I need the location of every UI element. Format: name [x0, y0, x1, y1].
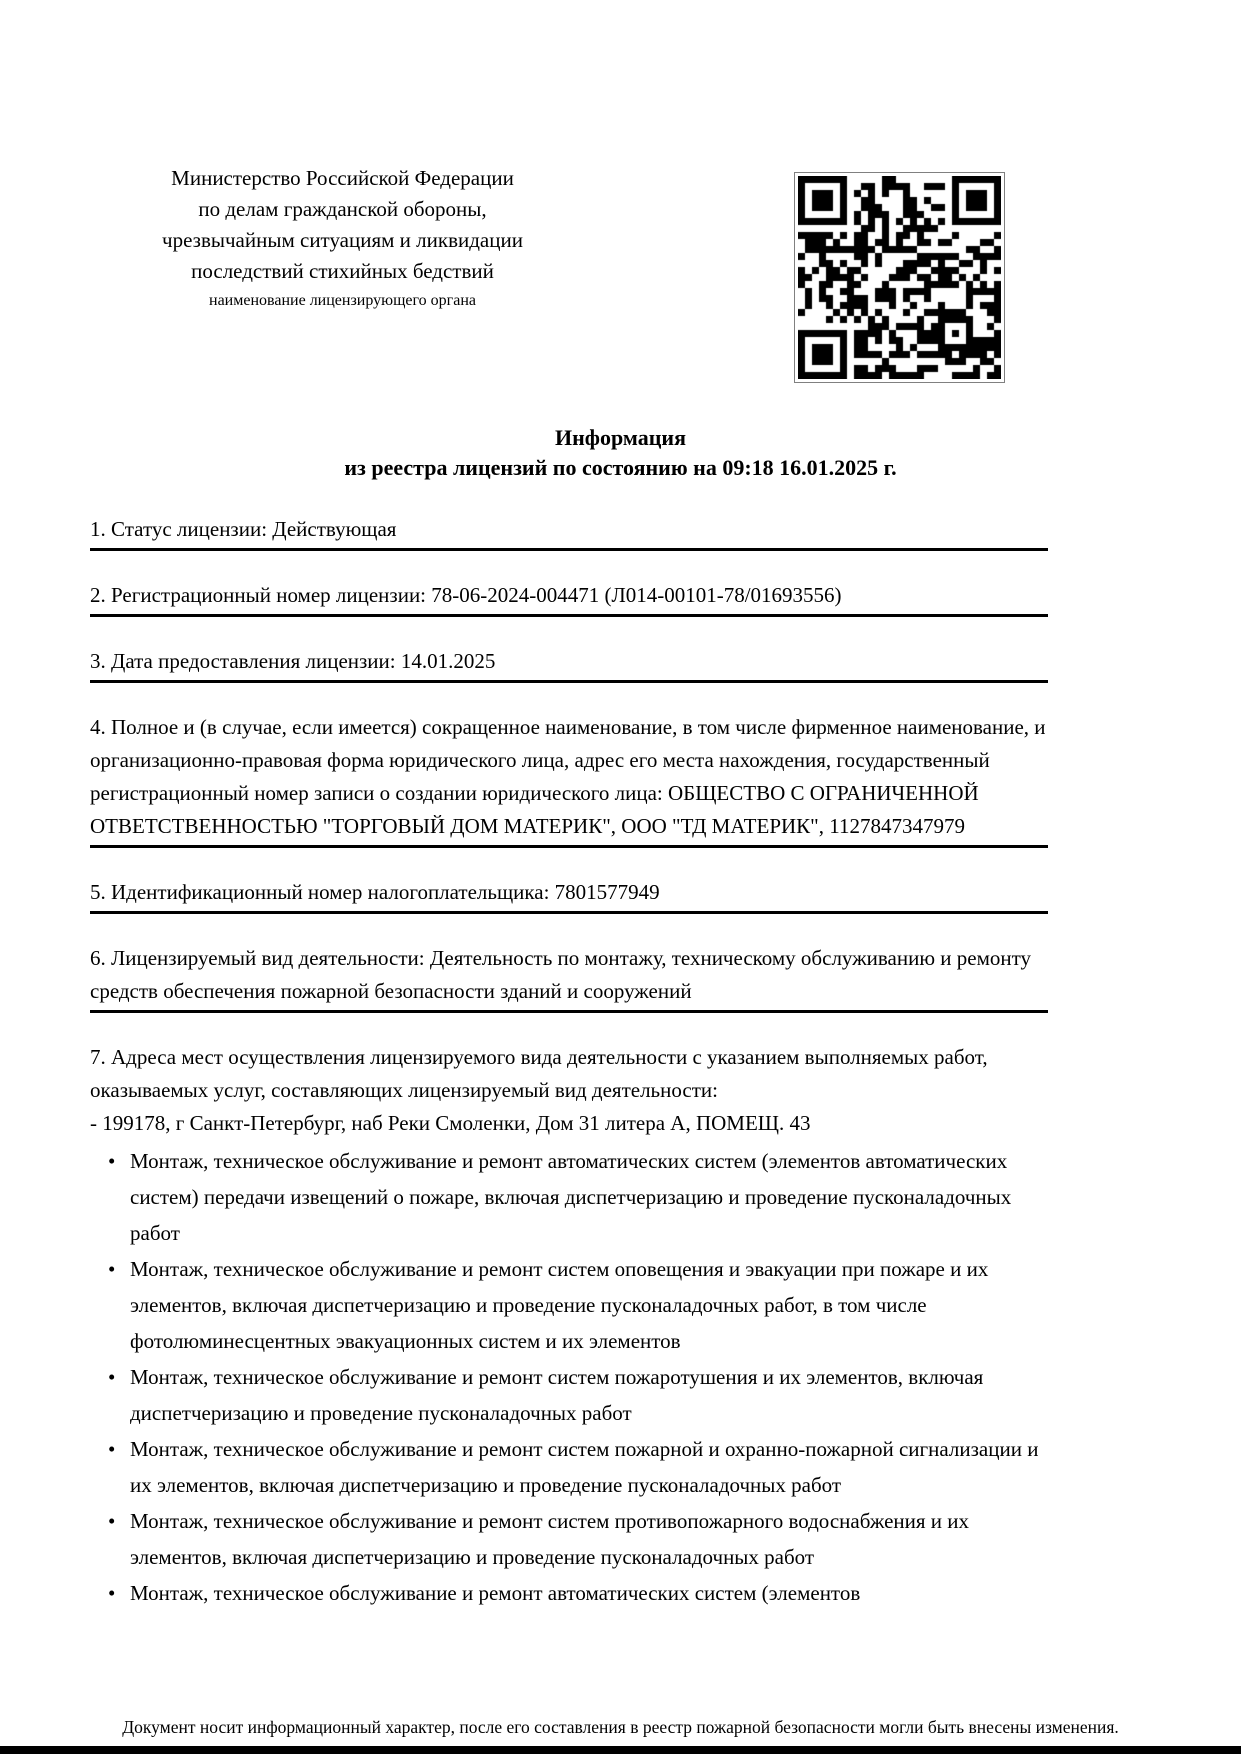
field-underline	[90, 614, 1048, 617]
authority-name-line: чрезвычайным ситуациям и ликвидации	[162, 228, 523, 252]
field-text: 1. Статус лицензии: Действующая	[90, 517, 397, 541]
list-item: • Монтаж, техническое обслуживание и ремонт систем противопожарного водоснабжения и их элементов, включая диспетчеризацию и проведение пусконаладочных работ	[90, 1503, 1048, 1575]
list-item: • Монтаж, техническое обслуживание и ремонт систем пожарной и охранно-пожарной сигнализации и их элементов, включая диспетчеризацию и проведение пусконаладочных работ	[90, 1431, 1048, 1503]
authority-name-line: последствий стихийных бедствий	[191, 259, 494, 283]
title-line-2: из реестра лицензий по состоянию на 09:18 16.01.2025 г.	[344, 455, 897, 480]
bottom-scan-bar	[0, 1746, 1241, 1754]
document-title	[0, 423, 1241, 483]
list-item: • Монтаж, техническое обслуживание и ремонт систем оповещения и эвакуации при пожаре и их элементов, включая диспетчеризацию и проведение пусконаладочных работ, в том числе фотолюминесцентных эвакуационных систем и их элементов	[90, 1251, 1048, 1359]
document-header	[90, 160, 1151, 383]
field-underline	[90, 911, 1048, 914]
list-item: • Монтаж, техническое обслуживание и ремонт автоматических систем (элементов	[90, 1575, 1048, 1611]
field-activity-type	[90, 942, 1048, 1013]
qr-code-image	[798, 176, 1001, 379]
authority-name-line: Министерство Российской Федерации	[171, 166, 514, 190]
list-item: • Монтаж, техническое обслуживание и ремонт систем пожаротушения и их элементов, включая диспетчеризацию и проведение пусконаладочных работ	[90, 1359, 1048, 1431]
authority-name-line: по делам гражданской обороны,	[198, 197, 487, 221]
list-item: • Монтаж, техническое обслуживание и ремонт автоматических систем (элементов автоматических систем) передачи извещений о пожаре, включая диспетчеризацию и проведение пусконаладочных работ	[90, 1143, 1048, 1251]
field-grant-date	[90, 645, 1048, 683]
field-text: 2. Регистрационный номер лицензии: 78-06-2024-004471 (Л014-00101-78/01693556)	[90, 583, 842, 607]
field-text: 6. Лицензируемый вид деятельности: Деятельность по монтажу, техническому обслуживанию и ремонту средств обеспечения пожарной безопасности зданий и сооружений	[90, 946, 1032, 1003]
field-legal-entity	[90, 711, 1048, 848]
licensing-authority-caption: наименование лицензирующего органа	[209, 292, 476, 309]
title-line-1: Информация	[554, 425, 686, 450]
address-line: - 199178, г Санкт-Петербург, наб Реки Смоленки, Дом 31 литера А, ПОМЕЩ. 43	[90, 1111, 811, 1135]
field-underline	[90, 548, 1048, 551]
field-registration-number	[90, 579, 1048, 617]
field-underline	[90, 845, 1048, 848]
registry-fields	[90, 513, 1048, 1611]
field-license-status	[90, 513, 1048, 551]
qr-code	[794, 172, 1005, 383]
licensing-authority-block	[90, 160, 595, 313]
field-underline	[90, 1010, 1048, 1013]
field-text: 3. Дата предоставления лицензии: 14.01.2025	[90, 649, 496, 673]
footer-disclaimer: Документ носит информационный характер, после его составления в реестр пожарной безопасности могли быть внесены изменения.	[122, 1717, 1119, 1737]
field-taxpayer-inn	[90, 876, 1048, 914]
field-activity-addresses	[90, 1041, 1048, 1611]
addresses-intro: 7. Адреса мест осуществления лицензируемого вида деятельности с указанием выполняемых работ, оказываемых услуг, составляющих лицензируемый вид деятельности:	[90, 1045, 988, 1102]
licensed-works-list	[90, 1143, 1048, 1611]
field-text: 4. Полное и (в случае, если имеется) сокращенное наименование, в том числе фирменное наименование, и организационно-правовая форма юридического лица, адрес его места нахождения, государственный регистрационный номер записи о создании юридического лица: ОБЩЕСТВО С ОГРАНИЧЕННОЙ ОТВЕТСТВЕННОСТЬЮ "ТОРГОВЫЙ ДОМ МАТЕРИК", ООО "ТД МАТЕРИК", 1127847347979	[90, 715, 1046, 838]
field-underline	[90, 680, 1048, 683]
field-text: 5. Идентификационный номер налогоплательщика: 7801577949	[90, 880, 660, 904]
